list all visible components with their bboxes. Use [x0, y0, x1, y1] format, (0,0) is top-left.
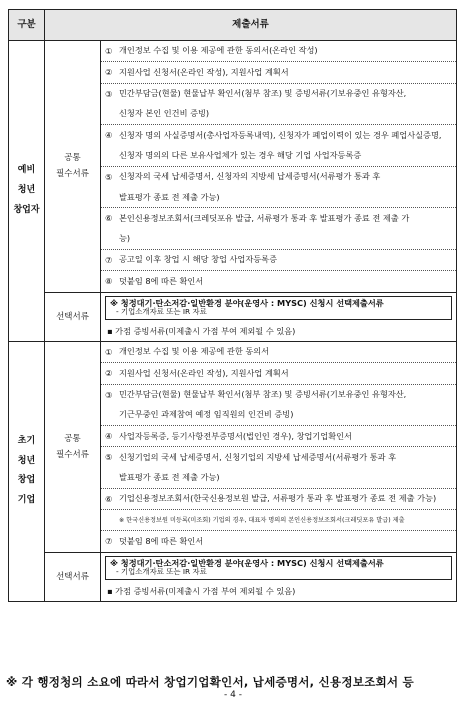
optional-docs-cell [101, 292, 457, 341]
item-line: 기근무중인 과제참여 예정 임직원의 인건비 증빙) [119, 409, 294, 420]
optional-docs-row [9, 552, 457, 601]
item-line: 기업신용정보조회서(한국신용정보원 발급, 서류평가 통과 후 발표평가 종료 전 제출 가능) [119, 493, 437, 504]
item-text [119, 385, 452, 426]
bonus-evidence-line: ▪ 가점 증빙서류(미제출시 가점 부여 제외될 수 있음) [107, 585, 296, 596]
required-docs-cell [101, 41, 457, 293]
document-item [101, 62, 456, 83]
document-item [101, 363, 456, 384]
document-item [101, 385, 456, 427]
item-text [119, 531, 452, 551]
item-number: ⑦ [105, 536, 113, 547]
required-docs-row [9, 41, 457, 293]
item-text [119, 62, 452, 82]
item-text [119, 208, 452, 249]
item-number: ⑧ [105, 276, 113, 287]
document-item [101, 447, 456, 489]
item-text [119, 489, 452, 509]
selection-note-sub: - 기업소개자료 또는 IR 자료 [116, 567, 207, 577]
item-line: 능) [119, 233, 131, 244]
optional-docs-cell [101, 552, 457, 601]
selection-note-title: ※ 청정대기·탄소저감·일반환경 분야(운영사 : MYSC) 신청시 선택제출서류 [110, 297, 384, 308]
item-number: ⑤ [105, 452, 113, 463]
page-number: - 4 - [224, 690, 242, 700]
item-text [119, 167, 452, 208]
item-line: 사업자등록증, 등기사항전부증명서(법인인 경우), 창업기업확인서 [119, 430, 352, 441]
document-item [101, 426, 456, 447]
item-line: 신청자 명의의 다른 보유사업체가 있는 경우 해당 기업 사업자등록증 [119, 149, 362, 160]
item-line: 신청자의 국세 납세증명서, 신청자의 지방세 납세증명서(서류평가 통과 후 [119, 171, 381, 182]
optional-docs-row [9, 292, 457, 341]
category-label: 기업 [17, 495, 36, 506]
item-number: ③ [105, 88, 113, 99]
item-text [119, 363, 452, 383]
item-line: 민간부담금(현물) 현물납부 확인서(첨부 참조) 및 증빙서류(기보유중인 유형자산, [119, 88, 407, 99]
required-docs-row [9, 341, 457, 552]
item-number: ② [105, 67, 113, 78]
item-number: ② [105, 368, 113, 379]
item-number: ⑥ [105, 494, 113, 504]
category-label: 예비 [17, 165, 36, 176]
item-line: 신청자 본인 인건비 증빙) [119, 108, 210, 119]
item-text [119, 342, 452, 362]
required-label: 공통 [64, 433, 81, 444]
required-docs-cell [101, 341, 457, 552]
document-item [101, 125, 456, 167]
category-label: 청년 [17, 455, 36, 466]
item-line: 발표평가 종료 전 제출 가능) [119, 191, 220, 202]
category-label: 초기 [17, 435, 36, 446]
required-label-cell [45, 41, 101, 293]
item-line: 개인정보 수집 및 이용 제공에 관한 동의서 [119, 346, 270, 357]
required-label: 공통 [64, 153, 81, 164]
item-line: 개인정보 수집 및 이용 제공에 관한 동의서(온라인 작성) [119, 45, 318, 56]
document-item [101, 489, 456, 510]
item-number [105, 510, 119, 530]
selection-note-sub: - 기업소개자료 또는 IR 자료 [116, 306, 207, 316]
header-category: 구분 [9, 10, 45, 41]
item-line: 공고일 이후 창업 시 해당 창업 사업자등록증 [119, 254, 277, 265]
document-item [101, 531, 456, 551]
item-number: ④ [105, 130, 113, 141]
item-text [119, 250, 452, 270]
item-number: ③ [105, 389, 113, 400]
table-header-row [9, 10, 457, 41]
item-text [119, 447, 452, 488]
document-item [101, 250, 456, 271]
item-number: ⑦ [105, 254, 113, 265]
item-line: 민간부담금(현물) 현물납부 확인서(첨부 참조) 및 증빙서류(기보유중인 유형자산, [119, 388, 407, 399]
category-label: 창업자 [13, 204, 40, 215]
item-number: ① [105, 46, 113, 56]
item-number: ⑥ [105, 213, 113, 224]
item-number: ④ [105, 431, 113, 442]
item-line: 덧붙임 8에 따른 확인서 [119, 535, 204, 546]
document-item [101, 510, 456, 531]
item-text [119, 84, 452, 125]
submission-documents-table [8, 9, 457, 602]
document-item [101, 84, 456, 126]
selection-note-box [105, 556, 452, 580]
required-label: 필수서류 [56, 169, 89, 180]
document-item [101, 342, 456, 363]
category-cell [9, 41, 45, 342]
footer-note: ※ 각 행정청의 소요에 따라서 창업기업확인서, 납세증명서, 신용정보조회서 등 [6, 675, 414, 689]
category-cell [9, 341, 45, 601]
item-text [119, 426, 452, 446]
header-documents: 제출서류 [45, 10, 457, 41]
selection-note-title: ※ 청정대기·탄소저감·일반환경 분야(운영사 : MYSC) 신청시 선택제출서류 [110, 557, 384, 568]
item-line: 신청기업의 국세 납세증명서, 신청기업의 지방세 납세증명서(서류평가 통과 후 [119, 451, 397, 462]
item-text [119, 125, 452, 166]
document-item [101, 167, 456, 209]
item-text [119, 41, 452, 61]
item-number: ⑤ [105, 171, 113, 182]
selection-note-box [105, 296, 452, 320]
item-line: 지원사업 신청서(온라인 작성), 지원사업 계획서 [119, 66, 289, 77]
item-line: 덧붙임 8에 따른 확인서 [119, 275, 204, 286]
bonus-evidence-line: ▪ 가점 증빙서류(미제출시 가점 부여 제외될 수 있음) [107, 325, 296, 336]
document-item [101, 41, 456, 62]
optional-label: 선택서류 [45, 292, 101, 341]
item-line: 본인신용정보조회서(크레딧포유 발급, 서류평가 통과 후 발표평가 종료 전 제출 가 [119, 212, 410, 223]
item-text [119, 271, 452, 291]
item-text [119, 510, 452, 530]
document-item [101, 271, 456, 291]
item-line: ※ 한국신용정보원 미등록(미조회) 기업의 경우, 대표자 명의의 본인신용정보조회서(크레딧포유 발급) 제출 [119, 516, 405, 524]
required-label-cell [45, 341, 101, 552]
item-number: ① [105, 346, 113, 357]
category-label: 창업 [17, 475, 36, 486]
category-label: 청년 [17, 185, 36, 196]
document-item [101, 208, 456, 250]
item-line: 지원사업 신청서(온라인 작성), 지원사업 계획서 [119, 367, 289, 378]
item-line: 발표평가 종료 전 제출 가능) [119, 472, 220, 483]
item-line: 신청자 명의 사실증명서(총사업자등록내역), 신청자가 폐업이력이 있는 경우 폐업사실증명, [119, 129, 442, 140]
optional-label: 선택서류 [45, 552, 101, 601]
required-label: 필수서류 [56, 449, 89, 460]
